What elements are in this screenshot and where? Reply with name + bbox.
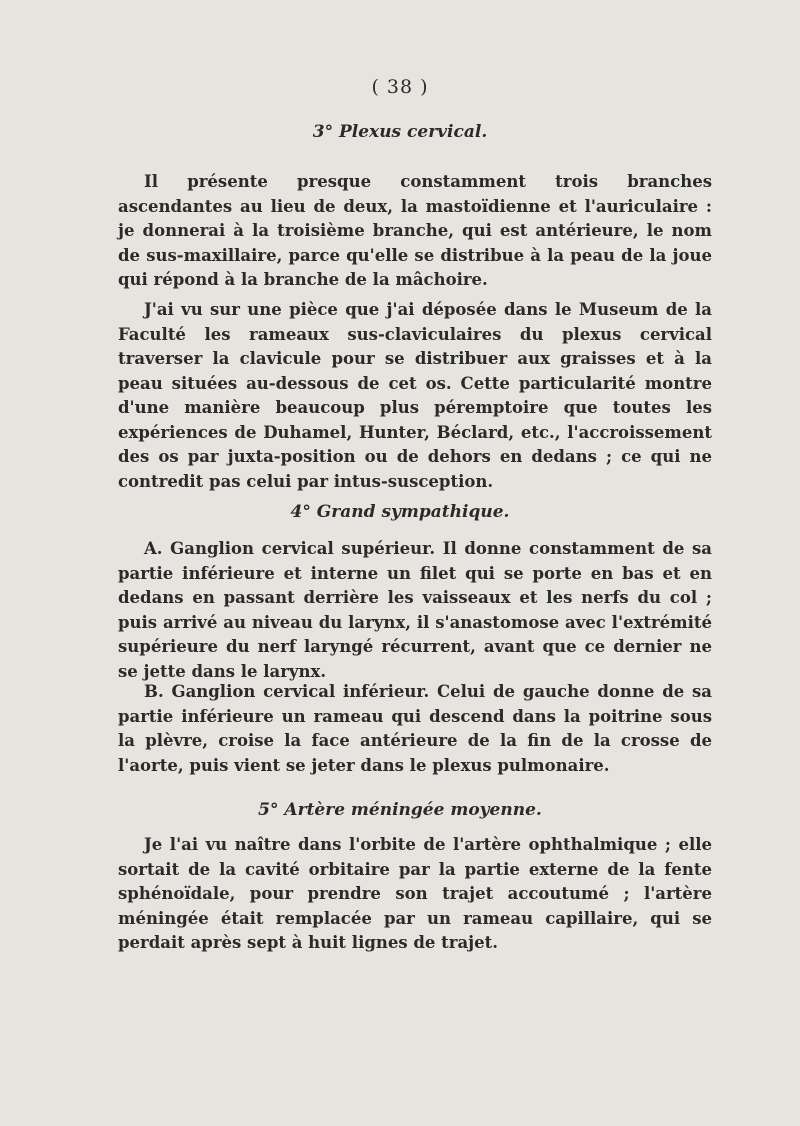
paragraph-artere-meningee: Je l'ai vu naître dans l'orbite de l'artère ophthalmique ; elle sortait de la cavité orbitaire par la partie externe de la fente sphénoïdale, pour prendre son trajet accoutumé ; l'artère méningée était remplacée par un rameau capillaire, qui se perdait après sept à huit lignes de trajet. bbox=[118, 835, 712, 952]
heading-artere-meningee: 5° Artère méningée moyenne. bbox=[258, 800, 542, 820]
heading-grand-sympathique: 4° Grand sympathique. bbox=[290, 502, 510, 522]
paragraph-ganglion-inferieur: B. Ganglion cervical inférieur. Celui de gauche donne de sa partie inférieure un rameau qui descend dans la poitrine sous la plèvre, croise la face antérieure de la fin de la crosse de l'aorte, puis vient se jeter dans le plexus pulmonaire. bbox=[118, 682, 712, 775]
paragraph-plexus-2: J'ai vu sur une pièce que j'ai déposée dans le Museum de la Faculté les rameaux sus-claviculaires du plexus cervical traverser la clavicule pour se distribuer aux graisses et à la peau situées au-dessous de cet os. Cette particularité montre d'une manière beaucoup plus péremptoire que toutes les expériences de Duhamel, Hunter, Béclard, etc., l'accroissement des os par juxta-position ou de dehors en dedans ; ce qui ne contredit pas celui par intus-susception. bbox=[118, 300, 712, 491]
paragraph-plexus-1: Il présente presque constamment trois branches ascendantes au lieu de deux, la mastoïdienne et l'auriculaire : je donnerai à la troisième branche, qui est antérieure, le nom de sus-maxillaire, parce qu'elle se distribue à la peau de la joue qui répond à la branche de la mâchoire. bbox=[118, 172, 712, 289]
heading-plexus-cervical: 3° Plexus cervical. bbox=[312, 122, 488, 142]
page-number: ( 38 ) bbox=[371, 76, 429, 98]
paragraph-ganglion-superieur: A. Ganglion cervical supérieur. Il donne constamment de sa partie inférieure et interne un filet qui se porte en bas et en dedans en passant derrière les vaisseaux et les nerfs du col ; puis arrivé au niveau du larynx, il s'anastomose avec l'extrémité supérieure du nerf laryngé récurrent, avant que ce dernier ne se jette dans le larynx. bbox=[118, 539, 712, 681]
